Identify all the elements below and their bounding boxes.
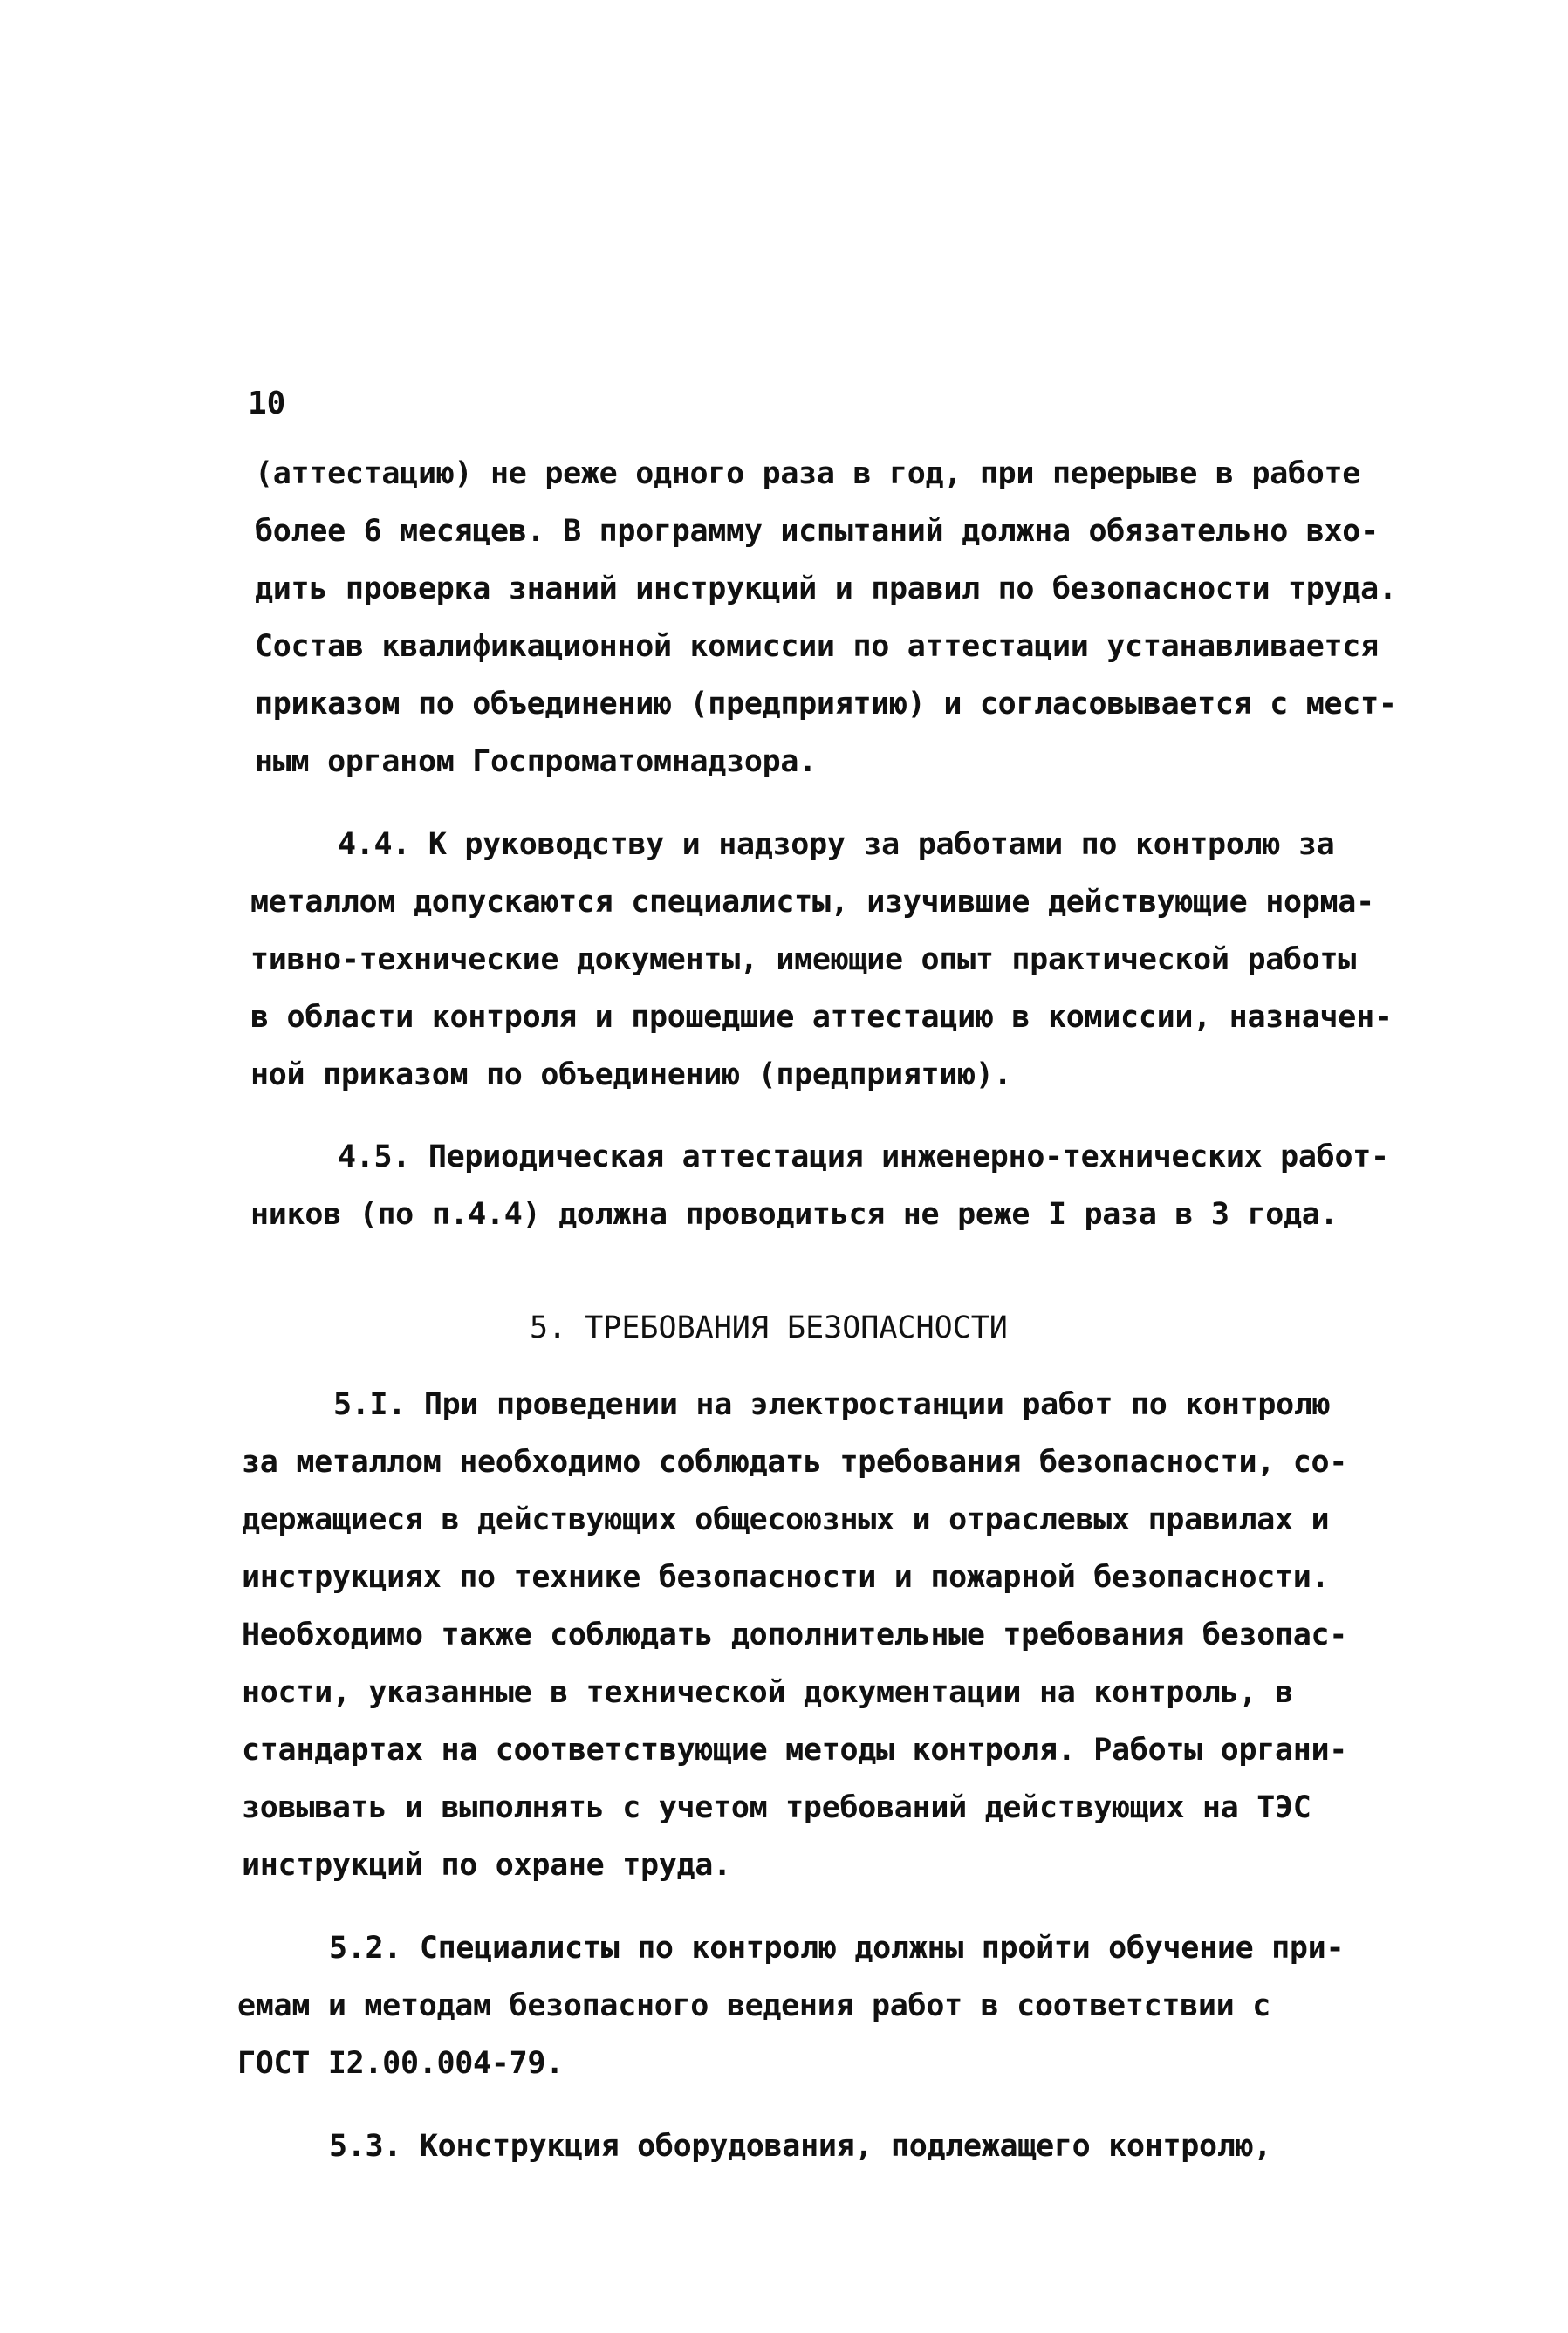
text-line: инструкциях по технике безопасности и пожарной безопасности.	[242, 1560, 1330, 1595]
text-line: тивно-технические документы, имеющие опыт практической работы	[250, 942, 1357, 977]
text-line: металлом допускаются специалисты, изучившие действующие норма-	[250, 885, 1374, 920]
text-line: Состав квалификационной комиссии по аттестации устанавливается	[255, 629, 1379, 664]
text-line: 5.3. Конструкция оборудования, подлежащего контролю,	[329, 2129, 1272, 2164]
page-number: 10	[248, 386, 286, 421]
text-line: ным органом Госпроматомнадзора.	[255, 744, 817, 779]
text-line: Необходимо также соблюдать дополнительные требования безопас-	[242, 1618, 1348, 1652]
text-line: ГОСТ I2.00.004-79.	[237, 2046, 564, 2081]
text-line: более 6 месяцев. В программу испытаний должна обязательно вхо-	[255, 514, 1379, 549]
text-line: приказом по объединению (предприятию) и согласовывается с мест-	[255, 687, 1397, 722]
text-line: ников (по п.4.4) должна проводиться не реже I раза в 3 года.	[250, 1197, 1339, 1232]
text-line: зовывать и выполнять с учетом требований действующих на ТЭС	[242, 1790, 1311, 1825]
text-line: (аттестацию) не реже одного раза в год, при перерыве в работе	[255, 456, 1361, 491]
text-line: 4.4. К руководству и надзору за работами по контролю за	[338, 827, 1335, 862]
text-line: в области контроля и прошедшие аттестацию в комиссии, назначен-	[250, 1000, 1393, 1035]
text-line: ности, указанные в технической документации на контроль, в	[242, 1675, 1293, 1710]
text-line: за металлом необходимо соблюдать требования безопасности, со-	[242, 1445, 1348, 1480]
text-line: 5.2. Специалисты по контролю должны пройти обучение при-	[329, 1931, 1345, 1966]
text-line: дить проверка знаний инструкций и правил по безопасности труда.	[255, 571, 1397, 606]
text-line: стандартах на соответствующие методы контроля. Работы органи-	[242, 1733, 1348, 1768]
text-line: 4.5. Периодическая аттестация инженерно-технических работ-	[338, 1139, 1389, 1174]
text-line: ной приказом по объединению (предприятию).	[250, 1057, 1012, 1092]
text-line: держащиеся в действующих общесоюзных и отраслевых правилах и	[242, 1502, 1330, 1537]
text-line: емам и методам безопасного ведения работ в соответствии с	[237, 1988, 1270, 2023]
text-line: 5.I. При проведении на электростанции работ по контролю	[333, 1387, 1331, 1422]
text-line: инструкций по охране труда.	[242, 1848, 731, 1883]
section-heading: 5. ТРЕБОВАНИЯ БЕЗОПАСНОСТИ	[530, 1310, 1008, 1345]
